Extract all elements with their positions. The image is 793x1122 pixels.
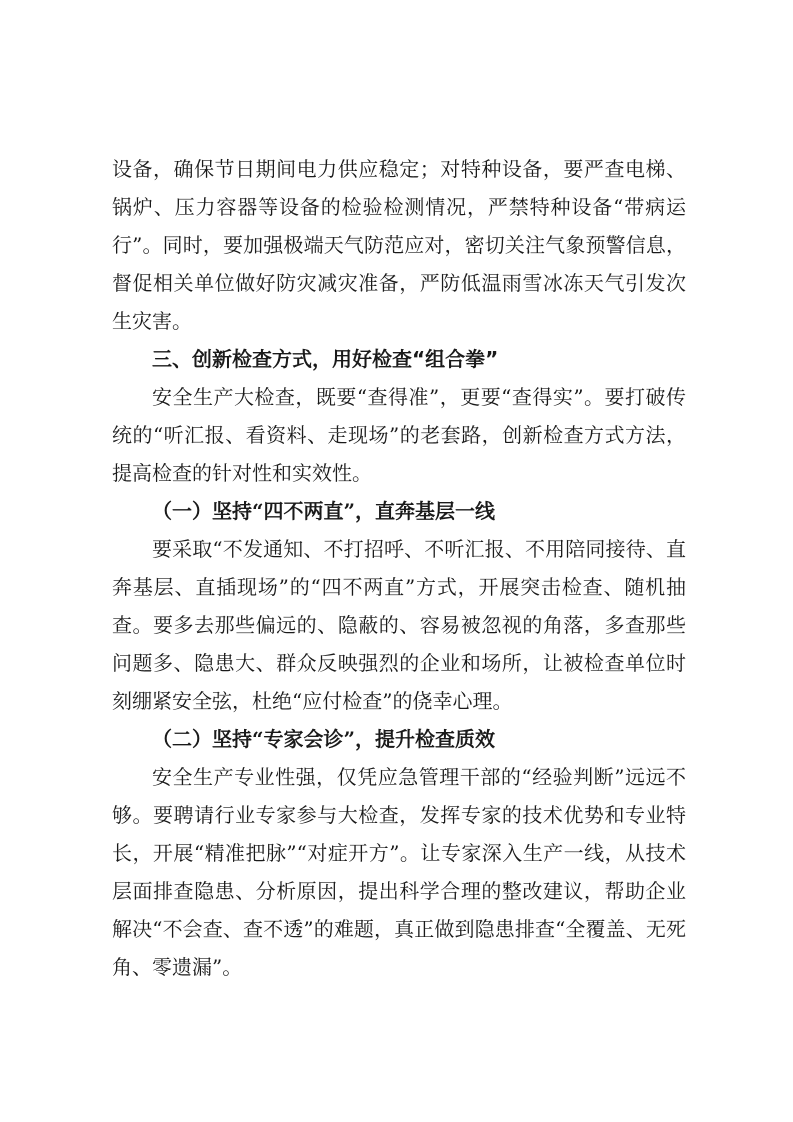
section-heading-3: 三、创新检查方式，用好检查“组合拳” <box>152 347 499 371</box>
paragraph-sub2: 安全生产专业性强，仅凭应急管理干部的“经验判断”远远不够。要聘请行业专家参与大检查，发挥专家的技术优势和专业特长，开展“精准把脉”“对症开方”。让专家深入生产一线，从技术层面排查隐患、分析原因，提出科学合理的整改建议，帮助企业解决“不会查、查不透”的难题，真正做到隐患排查“全覆盖、无死角、零遗漏”。 <box>112 765 686 979</box>
paragraph-sub1: 要采取“不发通知、不打招呼、不听汇报、不用陪同接待、直奔基层、直插现场”的“四不两直”方式，开展突击检查、随机抽查。要多去那些偏远的、隐蔽的、容易被忽视的角落，多查那些问题多、隐患大、群众反映强烈的企业和场所，让被检查单位时刻绷紧安全弦，杜绝“应付检查”的侥幸心理。 <box>112 537 686 713</box>
paragraph-intro: 安全生产大检查，既要“查得准”，更要“查得实”。要打破传统的“听汇报、看资料、走现场”的老套路，创新检查方式方法，提高检查的针对性和实效性。 <box>112 385 686 485</box>
paragraph-continued: 设备，确保节日期间电力供应稳定；对特种设备，要严查电梯、锅炉、压力容器等设备的检验检测情况，严禁特种设备“带病运行”。同时，要加强极端天气防范应对，密切关注气象预警信息，督促相关单位做好防灾减灾准备，严防低温雨雪冰冻天气引发次生灾害。 <box>112 157 686 333</box>
subheading-2: （二）坚持“专家会诊”，提升检查质效 <box>152 727 496 751</box>
document-body <box>112 150 686 986</box>
subheading-1: （一）坚持“四不两直”，直奔基层一线 <box>152 499 496 523</box>
